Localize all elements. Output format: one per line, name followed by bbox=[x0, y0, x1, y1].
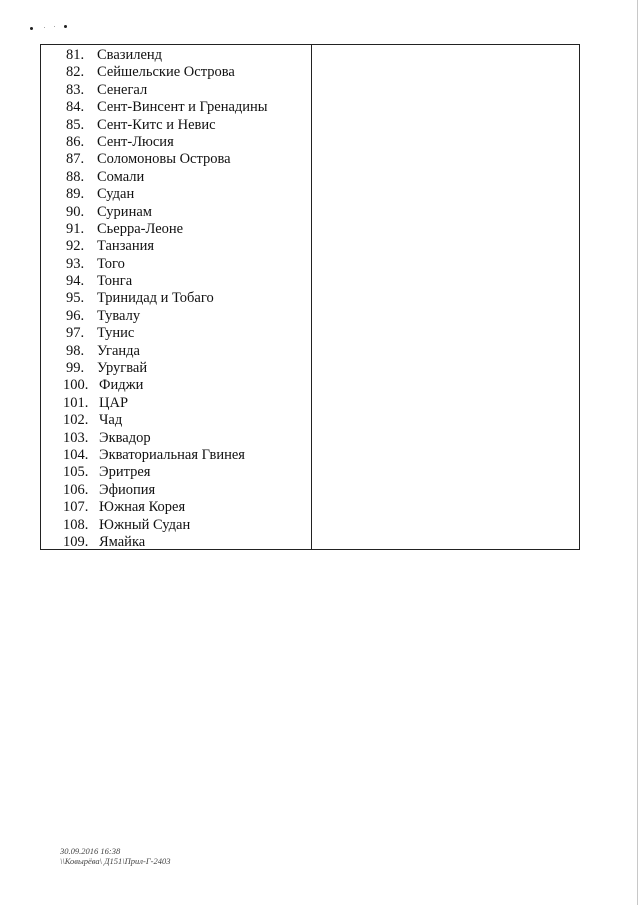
country-name: Свазиленд bbox=[97, 47, 163, 63]
item-number: 96. bbox=[66, 307, 85, 324]
list-item bbox=[41, 377, 309, 394]
item-number: 101. bbox=[63, 394, 89, 411]
item-number: 109. bbox=[63, 533, 89, 550]
item-number: 89. bbox=[66, 186, 85, 203]
list-item bbox=[41, 256, 309, 273]
footer-timestamp: 30.09.2016 16:38 bbox=[60, 846, 121, 856]
list-item bbox=[41, 464, 309, 481]
country-name: Тонга bbox=[97, 273, 133, 290]
country-name: Южный Судан bbox=[99, 516, 191, 533]
country-name: Уругвай bbox=[97, 360, 148, 377]
list-item bbox=[41, 412, 309, 429]
item-number: 106. bbox=[63, 481, 89, 498]
country-name: Соломоновы Острова bbox=[97, 151, 231, 168]
list-item bbox=[41, 395, 309, 412]
list-item bbox=[41, 482, 309, 499]
country-name: ЦАР bbox=[99, 394, 129, 411]
page-edge-line bbox=[637, 0, 638, 905]
scan-marks bbox=[30, 24, 80, 32]
list-item bbox=[41, 343, 309, 360]
list-item bbox=[41, 64, 309, 81]
item-number: 103. bbox=[63, 429, 89, 446]
footer-file-path: \\Ковырёва\ Д151\Прил-Г-2403 bbox=[60, 856, 171, 866]
list-item bbox=[41, 169, 309, 186]
list-item bbox=[41, 447, 309, 464]
list-item bbox=[41, 47, 309, 64]
list-item bbox=[41, 360, 309, 377]
item-number: 95. bbox=[66, 290, 85, 307]
list-item bbox=[41, 517, 309, 534]
item-number: 87. bbox=[66, 151, 85, 168]
list-item bbox=[41, 204, 309, 221]
country-name: Тринидад и Тобаго bbox=[97, 290, 214, 307]
item-number: 99. bbox=[66, 360, 85, 377]
country-name: Тунис bbox=[97, 325, 135, 342]
country-name: Сенегал bbox=[97, 81, 148, 98]
item-number: 100. bbox=[63, 377, 89, 394]
item-number: 81. bbox=[66, 47, 85, 63]
country-name: Суринам bbox=[97, 203, 152, 220]
item-number: 88. bbox=[66, 168, 85, 185]
country-name: Сьерра-Леоне bbox=[97, 220, 184, 237]
country-name: Ямайка bbox=[99, 533, 146, 550]
country-name: Уганда bbox=[97, 342, 140, 359]
item-number: 84. bbox=[66, 99, 85, 116]
list-item bbox=[41, 99, 309, 116]
column-divider bbox=[311, 45, 312, 549]
country-name: Эквадор bbox=[99, 429, 151, 446]
item-number: 107. bbox=[63, 499, 89, 516]
country-list bbox=[41, 47, 309, 551]
country-table bbox=[40, 44, 580, 550]
country-name: Фиджи bbox=[99, 377, 144, 394]
list-item bbox=[41, 221, 309, 238]
item-number: 102. bbox=[63, 412, 89, 429]
item-number: 97. bbox=[66, 325, 85, 342]
country-name: Того bbox=[97, 255, 125, 272]
list-item bbox=[41, 534, 309, 551]
list-item bbox=[41, 82, 309, 99]
list-item bbox=[41, 151, 309, 168]
country-name: Судан bbox=[97, 186, 135, 203]
list-item bbox=[41, 186, 309, 203]
list-item bbox=[41, 238, 309, 255]
country-name: Чад bbox=[99, 412, 123, 429]
item-number: 93. bbox=[66, 255, 85, 272]
item-number: 82. bbox=[66, 64, 85, 81]
item-number: 105. bbox=[63, 464, 89, 481]
item-number: 91. bbox=[66, 220, 85, 237]
country-name: Тувалу bbox=[97, 307, 141, 324]
list-item bbox=[41, 273, 309, 290]
item-number: 86. bbox=[66, 133, 85, 150]
country-name: Сейшельские Острова bbox=[97, 64, 235, 81]
list-item bbox=[41, 499, 309, 516]
list-item bbox=[41, 308, 309, 325]
list-item bbox=[41, 134, 309, 151]
document-footer bbox=[60, 846, 171, 866]
list-item bbox=[41, 430, 309, 447]
list-item bbox=[41, 325, 309, 342]
country-name: Танзания bbox=[97, 238, 155, 255]
country-name: Южная Корея bbox=[99, 499, 186, 516]
list-item bbox=[41, 290, 309, 307]
item-number: 83. bbox=[66, 81, 85, 98]
country-name: Экваториальная Гвинея bbox=[99, 446, 245, 463]
item-number: 108. bbox=[63, 516, 89, 533]
country-name: Сомали bbox=[97, 168, 145, 185]
country-name: Сент-Винсент и Гренадины bbox=[97, 99, 268, 116]
list-item bbox=[41, 117, 309, 134]
item-number: 104. bbox=[63, 446, 89, 463]
item-number: 98. bbox=[66, 342, 85, 359]
country-name: Сент-Китс и Невис bbox=[97, 116, 216, 133]
country-name: Эритрея bbox=[99, 464, 151, 481]
item-number: 85. bbox=[66, 116, 85, 133]
item-number: 94. bbox=[66, 273, 85, 290]
item-number: 92. bbox=[66, 238, 85, 255]
country-name: Эфиопия bbox=[99, 481, 156, 498]
item-number: 90. bbox=[66, 203, 85, 220]
country-name: Сент-Люсия bbox=[97, 133, 174, 150]
